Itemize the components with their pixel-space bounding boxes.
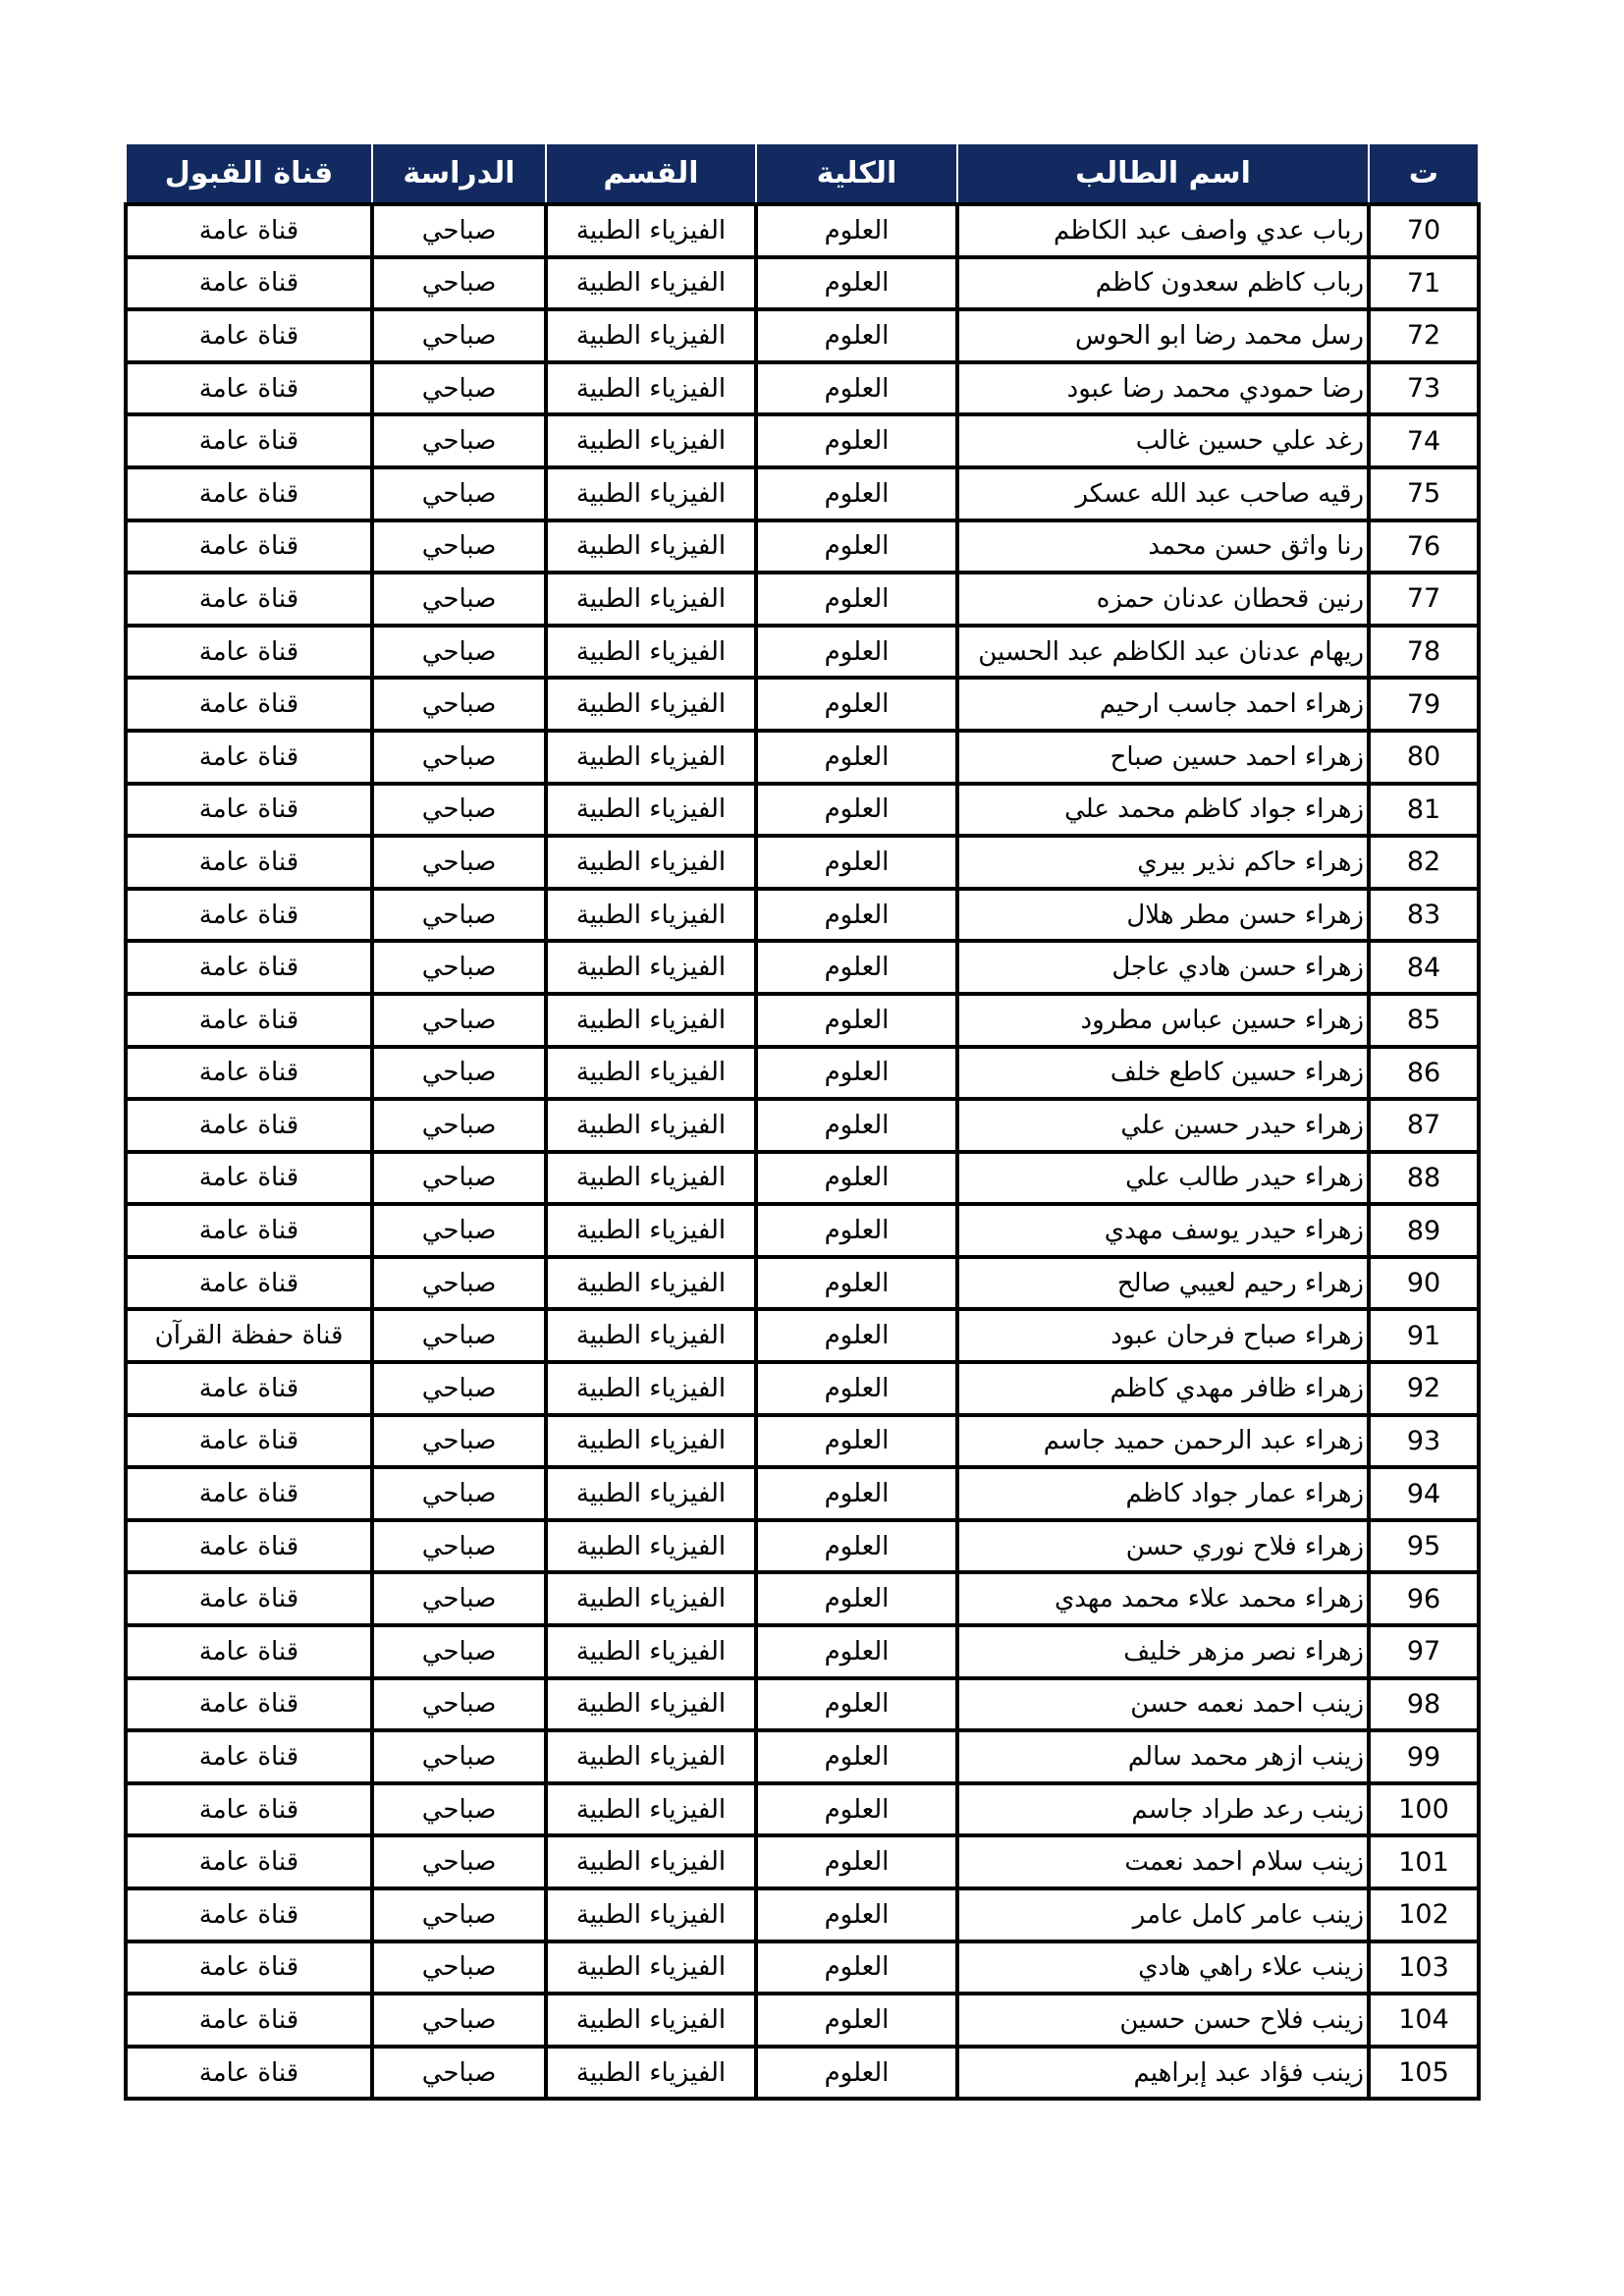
cell-name: زهراء حسين عباس مطرود (957, 994, 1369, 1047)
cell-name: رباب كاظم سعدون كاظم (957, 257, 1369, 310)
table-body (126, 204, 1479, 2099)
cell-name: رباب عدي واصف عبد الكاظم (957, 204, 1369, 257)
cell-dept: الفيزياء الطبية (546, 1730, 756, 1783)
cell-no: 94 (1369, 1467, 1479, 1520)
cell-study: صباحي (372, 1152, 546, 1205)
cell-channel: قناة عامة (126, 1941, 372, 1995)
cell-college: العلوم (756, 994, 957, 1047)
cell-no: 82 (1369, 836, 1479, 889)
cell-study: صباحي (372, 1099, 546, 1152)
cell-channel: قناة عامة (126, 1257, 372, 1310)
cell-dept: الفيزياء الطبية (546, 257, 756, 310)
cell-name: رضا حمودي محمد رضا عبود (957, 362, 1369, 415)
table-row (126, 309, 1479, 362)
table-row (126, 1099, 1479, 1152)
header-cell-college: الكلية (756, 144, 957, 204)
cell-college: العلوم (756, 1467, 957, 1520)
cell-channel: قناة عامة (126, 1888, 372, 1941)
cell-college: العلوم (756, 1309, 957, 1362)
header-row (126, 144, 1479, 204)
cell-no: 102 (1369, 1888, 1479, 1941)
cell-channel: قناة حفظة القرآن (126, 1309, 372, 1362)
cell-channel: قناة عامة (126, 626, 372, 679)
table-row (126, 1415, 1479, 1468)
cell-college: العلوم (756, 414, 957, 467)
table-row (126, 257, 1479, 310)
cell-college: العلوم (756, 1204, 957, 1257)
table-row (126, 678, 1479, 731)
table-row (126, 994, 1479, 1047)
table-row (126, 1152, 1479, 1205)
cell-name: رسل محمد رضا ابو الحوس (957, 309, 1369, 362)
cell-name: زهراء عبد الرحمن حميد جاسم (957, 1415, 1369, 1468)
cell-channel: قناة عامة (126, 1152, 372, 1205)
cell-name: زهراء حيدر طالب علي (957, 1152, 1369, 1205)
table-row (126, 889, 1479, 942)
cell-no: 84 (1369, 941, 1479, 994)
table-row (126, 1572, 1479, 1625)
cell-study: صباحي (372, 309, 546, 362)
table-row (126, 1362, 1479, 1415)
cell-channel: قناة عامة (126, 889, 372, 942)
table-row (126, 1309, 1479, 1362)
table-row (126, 1047, 1479, 1100)
cell-college: العلوم (756, 784, 957, 837)
cell-study: صباحي (372, 467, 546, 520)
cell-dept: الفيزياء الطبية (546, 1625, 756, 1678)
cell-dept: الفيزياء الطبية (546, 204, 756, 257)
cell-no: 70 (1369, 204, 1479, 257)
cell-dept: الفيزياء الطبية (546, 1520, 756, 1573)
cell-channel: قناة عامة (126, 467, 372, 520)
cell-study: صباحي (372, 994, 546, 1047)
table-row (126, 573, 1479, 626)
cell-study: صباحي (372, 1257, 546, 1310)
table-row (126, 1467, 1479, 1520)
cell-study: صباحي (372, 414, 546, 467)
cell-study: صباحي (372, 784, 546, 837)
cell-channel: قناة عامة (126, 1204, 372, 1257)
cell-dept: الفيزياء الطبية (546, 1783, 756, 1836)
cell-dept: الفيزياء الطبية (546, 520, 756, 574)
table-header (126, 144, 1479, 204)
table-row (126, 1835, 1479, 1888)
table-row (126, 1888, 1479, 1941)
cell-dept: الفيزياء الطبية (546, 678, 756, 731)
cell-name: زهراء رحيم لعيبي صالح (957, 1257, 1369, 1310)
cell-study: صباحي (372, 941, 546, 994)
cell-no: 91 (1369, 1309, 1479, 1362)
cell-no: 93 (1369, 1415, 1479, 1468)
cell-no: 85 (1369, 994, 1479, 1047)
cell-name: زهراء ظافر مهدي كاظم (957, 1362, 1369, 1415)
cell-study: صباحي (372, 889, 546, 942)
cell-no: 100 (1369, 1783, 1479, 1836)
cell-name: زينب علاء راهي هادي (957, 1941, 1369, 1995)
cell-name: زهراء جواد كاظم محمد علي (957, 784, 1369, 837)
header-cell-channel: قناة القبول (126, 144, 372, 204)
cell-college: العلوم (756, 731, 957, 784)
cell-name: زينب سلام احمد نعمت (957, 1835, 1369, 1888)
cell-college: العلوم (756, 257, 957, 310)
table-row (126, 626, 1479, 679)
cell-study: صباحي (372, 678, 546, 731)
cell-college: العلوم (756, 1362, 957, 1415)
cell-dept: الفيزياء الطبية (546, 1309, 756, 1362)
table-row (126, 1204, 1479, 1257)
cell-no: 76 (1369, 520, 1479, 574)
cell-no: 78 (1369, 626, 1479, 679)
cell-channel: قناة عامة (126, 731, 372, 784)
cell-name: زهراء حسين كاطع خلف (957, 1047, 1369, 1100)
cell-no: 90 (1369, 1257, 1479, 1310)
cell-name: زهراء عمار جواد كاظم (957, 1467, 1369, 1520)
cell-no: 80 (1369, 731, 1479, 784)
cell-dept: الفيزياء الطبية (546, 731, 756, 784)
cell-name: زينب ازهر محمد سالم (957, 1730, 1369, 1783)
cell-study: صباحي (372, 836, 546, 889)
table-row (126, 784, 1479, 837)
cell-dept: الفيزياء الطبية (546, 1835, 756, 1888)
students-table (124, 144, 1481, 2101)
cell-no: 92 (1369, 1362, 1479, 1415)
cell-dept: الفيزياء الطبية (546, 1204, 756, 1257)
cell-study: صباحي (372, 257, 546, 310)
cell-name: زهراء حيدر يوسف مهدي (957, 1204, 1369, 1257)
cell-channel: قناة عامة (126, 1520, 372, 1573)
cell-dept: الفيزياء الطبية (546, 467, 756, 520)
cell-name: زينب رعد طراد جاسم (957, 1783, 1369, 1836)
cell-name: رنا واثق حسن محمد (957, 520, 1369, 574)
table-row (126, 414, 1479, 467)
cell-study: صباحي (372, 1835, 546, 1888)
table-row (126, 1941, 1479, 1995)
cell-name: رغد علي حسين غالب (957, 414, 1369, 467)
cell-dept: الفيزياء الطبية (546, 2047, 756, 2100)
table-row (126, 1730, 1479, 1783)
cell-study: صباحي (372, 1572, 546, 1625)
cell-name: زهراء صباح فرحان عبود (957, 1309, 1369, 1362)
cell-channel: قناة عامة (126, 1783, 372, 1836)
cell-no: 96 (1369, 1572, 1479, 1625)
cell-no: 73 (1369, 362, 1479, 415)
cell-no: 103 (1369, 1941, 1479, 1995)
cell-college: العلوم (756, 204, 957, 257)
cell-study: صباحي (372, 1625, 546, 1678)
cell-college: العلوم (756, 1625, 957, 1678)
cell-name: زهراء حسن هادي عاجل (957, 941, 1369, 994)
cell-college: العلوم (756, 1047, 957, 1100)
cell-dept: الفيزياء الطبية (546, 1152, 756, 1205)
cell-no: 72 (1369, 309, 1479, 362)
cell-study: صباحي (372, 1994, 546, 2047)
cell-college: العلوم (756, 1783, 957, 1836)
table-row (126, 362, 1479, 415)
cell-no: 74 (1369, 414, 1479, 467)
cell-dept: الفيزياء الطبية (546, 626, 756, 679)
cell-dept: الفيزياء الطبية (546, 1678, 756, 1731)
cell-study: صباحي (372, 1678, 546, 1731)
cell-channel: قناة عامة (126, 414, 372, 467)
cell-study: صباحي (372, 1309, 546, 1362)
cell-name: زهراء حيدر حسين علي (957, 1099, 1369, 1152)
cell-dept: الفيزياء الطبية (546, 1047, 756, 1100)
cell-no: 88 (1369, 1152, 1479, 1205)
cell-channel: قناة عامة (126, 1835, 372, 1888)
cell-dept: الفيزياء الطبية (546, 1099, 756, 1152)
header-cell-name: اسم الطالب (957, 144, 1369, 204)
cell-channel: قناة عامة (126, 1678, 372, 1731)
cell-dept: الفيزياء الطبية (546, 1362, 756, 1415)
cell-channel: قناة عامة (126, 1415, 372, 1468)
cell-no: 95 (1369, 1520, 1479, 1573)
cell-no: 83 (1369, 889, 1479, 942)
cell-name: زينب عامر كامل عامر (957, 1888, 1369, 1941)
cell-no: 99 (1369, 1730, 1479, 1783)
cell-name: رقيه صاحب عبد الله عسكر (957, 467, 1369, 520)
cell-channel: قناة عامة (126, 1467, 372, 1520)
cell-study: صباحي (372, 1204, 546, 1257)
cell-name: زينب فلاح حسن حسين (957, 1994, 1369, 2047)
cell-channel: قناة عامة (126, 204, 372, 257)
cell-channel: قناة عامة (126, 1994, 372, 2047)
cell-study: صباحي (372, 2047, 546, 2100)
table-row (126, 941, 1479, 994)
table-row (126, 1520, 1479, 1573)
cell-no: 101 (1369, 1835, 1479, 1888)
cell-study: صباحي (372, 1888, 546, 1941)
cell-channel: قناة عامة (126, 257, 372, 310)
cell-college: العلوم (756, 1730, 957, 1783)
cell-channel: قناة عامة (126, 1625, 372, 1678)
cell-no: 89 (1369, 1204, 1479, 1257)
cell-college: العلوم (756, 1941, 957, 1995)
cell-no: 71 (1369, 257, 1479, 310)
table-row (126, 520, 1479, 574)
cell-study: صباحي (372, 626, 546, 679)
cell-college: العلوم (756, 1099, 957, 1152)
cell-college: العلوم (756, 626, 957, 679)
cell-no: 87 (1369, 1099, 1479, 1152)
table-row (126, 467, 1479, 520)
cell-channel: قناة عامة (126, 520, 372, 574)
cell-college: العلوم (756, 678, 957, 731)
table-row (126, 204, 1479, 257)
cell-no: 86 (1369, 1047, 1479, 1100)
cell-study: صباحي (372, 1941, 546, 1995)
cell-dept: الفيزياء الطبية (546, 1467, 756, 1520)
cell-college: العلوم (756, 309, 957, 362)
cell-dept: الفيزياء الطبية (546, 1572, 756, 1625)
cell-dept: الفيزياء الطبية (546, 414, 756, 467)
cell-study: صباحي (372, 1467, 546, 1520)
cell-channel: قناة عامة (126, 1572, 372, 1625)
cell-name: زهراء محمد علاء محمد مهدي (957, 1572, 1369, 1625)
cell-dept: الفيزياء الطبية (546, 362, 756, 415)
cell-study: صباحي (372, 573, 546, 626)
cell-dept: الفيزياء الطبية (546, 309, 756, 362)
cell-name: زينب احمد نعمه حسن (957, 1678, 1369, 1731)
table-row (126, 2047, 1479, 2100)
cell-dept: الفيزياء الطبية (546, 1888, 756, 1941)
cell-study: صباحي (372, 1362, 546, 1415)
cell-name: زهراء نصر مزهر خليف (957, 1625, 1369, 1678)
cell-channel: قناة عامة (126, 784, 372, 837)
cell-no: 105 (1369, 2047, 1479, 2100)
cell-dept: الفيزياء الطبية (546, 1994, 756, 2047)
header-cell-study: الدراسة (372, 144, 546, 204)
cell-channel: قناة عامة (126, 2047, 372, 2100)
cell-channel: قناة عامة (126, 1730, 372, 1783)
cell-dept: الفيزياء الطبية (546, 941, 756, 994)
table-row (126, 1783, 1479, 1836)
cell-name: زهراء احمد جاسب ارحيم (957, 678, 1369, 731)
cell-name: زهراء حاكم نذير بيري (957, 836, 1369, 889)
table-row (126, 731, 1479, 784)
cell-study: صباحي (372, 520, 546, 574)
cell-dept: الفيزياء الطبية (546, 1415, 756, 1468)
cell-name: زينب فؤاد عبد إبراهيم (957, 2047, 1369, 2100)
cell-channel: قناة عامة (126, 362, 372, 415)
cell-study: صباحي (372, 1047, 546, 1100)
cell-dept: الفيزياء الطبية (546, 994, 756, 1047)
table-row (126, 1257, 1479, 1310)
cell-no: 97 (1369, 1625, 1479, 1678)
cell-no: 81 (1369, 784, 1479, 837)
cell-college: العلوم (756, 1415, 957, 1468)
cell-channel: قناة عامة (126, 1099, 372, 1152)
cell-study: صباحي (372, 204, 546, 257)
cell-college: العلوم (756, 573, 957, 626)
cell-channel: قناة عامة (126, 309, 372, 362)
cell-name: زهراء فلاح نوري حسن (957, 1520, 1369, 1573)
cell-no: 79 (1369, 678, 1479, 731)
cell-dept: الفيزياء الطبية (546, 1257, 756, 1310)
cell-channel: قناة عامة (126, 678, 372, 731)
cell-study: صباحي (372, 1730, 546, 1783)
cell-college: العلوم (756, 1835, 957, 1888)
cell-study: صباحي (372, 1783, 546, 1836)
cell-college: العلوم (756, 941, 957, 994)
header-cell-dept: القسم (546, 144, 756, 204)
cell-college: العلوم (756, 1257, 957, 1310)
cell-no: 77 (1369, 573, 1479, 626)
cell-study: صباحي (372, 1520, 546, 1573)
cell-study: صباحي (372, 1415, 546, 1468)
cell-college: العلوم (756, 889, 957, 942)
cell-name: رنين قحطان عدنان حمزه (957, 573, 1369, 626)
cell-channel: قناة عامة (126, 941, 372, 994)
table-row (126, 1625, 1479, 1678)
cell-dept: الفيزياء الطبية (546, 784, 756, 837)
cell-channel: قناة عامة (126, 994, 372, 1047)
cell-dept: الفيزياء الطبية (546, 1941, 756, 1995)
cell-college: العلوم (756, 520, 957, 574)
cell-study: صباحي (372, 731, 546, 784)
cell-no: 98 (1369, 1678, 1479, 1731)
cell-dept: الفيزياء الطبية (546, 836, 756, 889)
cell-no: 104 (1369, 1994, 1479, 2047)
cell-college: العلوم (756, 1888, 957, 1941)
cell-channel: قناة عامة (126, 1362, 372, 1415)
table-row (126, 836, 1479, 889)
cell-name: زهراء حسن مطر هلال (957, 889, 1369, 942)
table-row (126, 1678, 1479, 1731)
cell-college: العلوم (756, 1572, 957, 1625)
cell-channel: قناة عامة (126, 1047, 372, 1100)
cell-channel: قناة عامة (126, 573, 372, 626)
cell-channel: قناة عامة (126, 836, 372, 889)
cell-college: العلوم (756, 467, 957, 520)
cell-college: العلوم (756, 836, 957, 889)
cell-name: زهراء احمد حسين صباح (957, 731, 1369, 784)
cell-no: 75 (1369, 467, 1479, 520)
cell-college: العلوم (756, 1152, 957, 1205)
cell-college: العلوم (756, 1678, 957, 1731)
cell-college: العلوم (756, 2047, 957, 2100)
table-row (126, 1994, 1479, 2047)
cell-study: صباحي (372, 362, 546, 415)
cell-college: العلوم (756, 1520, 957, 1573)
cell-college: العلوم (756, 362, 957, 415)
cell-college: العلوم (756, 1994, 957, 2047)
cell-dept: الفيزياء الطبية (546, 573, 756, 626)
cell-name: ريهام عدنان عبد الكاظم عبد الحسين (957, 626, 1369, 679)
cell-dept: الفيزياء الطبية (546, 889, 756, 942)
header-cell-no: ت (1369, 144, 1479, 204)
